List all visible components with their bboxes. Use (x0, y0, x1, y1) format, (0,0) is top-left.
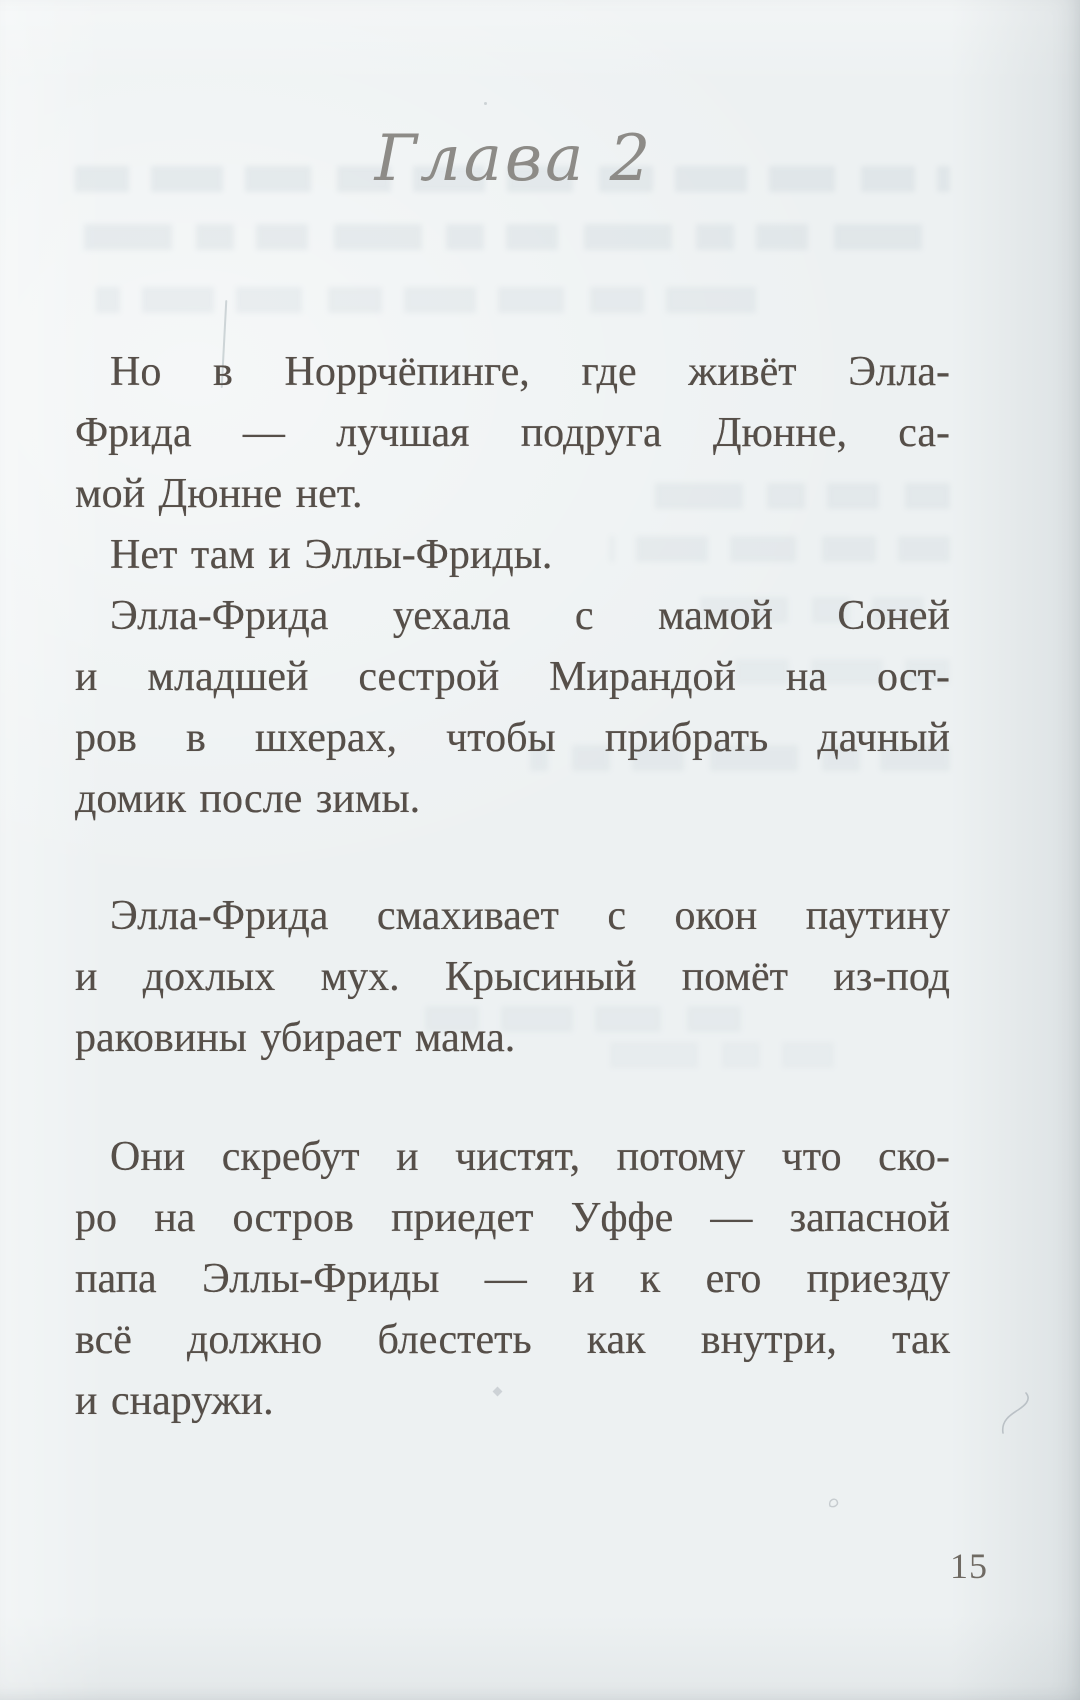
text-line: ро на остров приедет Уффе — запасной (75, 1195, 950, 1241)
scratch-hook-artifact (826, 1495, 846, 1515)
text-line: Элла-Фрида уехала с мамой Соней (110, 593, 950, 639)
text-line: и дохлых мух. Крысиный помёт из-под (75, 954, 950, 1000)
text-line: всё должно блестеть как внутри, так (75, 1317, 950, 1363)
text-column (75, 342, 950, 1432)
text-line: папа Эллы-Фриды — и к его приезду (75, 1256, 950, 1302)
text-line: и младшей сестрой Мирандой на ост- (75, 654, 950, 700)
text-line: Нет там и Эллы-Фриды. (110, 532, 553, 578)
chapter-title: Глава 2 (374, 122, 654, 196)
scratch-curl-artifact (995, 1390, 1037, 1442)
show-through-text-row (96, 287, 756, 313)
paragraph (75, 886, 950, 1069)
show-through-text-row (84, 224, 942, 250)
page-number: 15 (950, 1546, 988, 1586)
text-line: и снаружи. (75, 1378, 274, 1424)
text-line: мой Дюнне нет. (75, 471, 363, 517)
dust-speck (484, 102, 487, 105)
text-line: ров в шхерах, чтобы прибрать дачный (75, 715, 950, 761)
text-line: домик после зимы. (75, 776, 421, 822)
paragraph (75, 342, 950, 830)
paragraph (75, 1127, 950, 1432)
text-line: Элла-Фрида смахивает с окон паутину (110, 893, 950, 939)
text-line: Но в Норрчёпинге, где живёт Элла- (110, 349, 950, 395)
text-line: Фрида — лучшая подруга Дюнне, са- (75, 410, 950, 456)
text-line: раковины убирает мама. (75, 1015, 516, 1061)
text-line: Они скребут и чистят, потому что ско- (110, 1134, 950, 1180)
